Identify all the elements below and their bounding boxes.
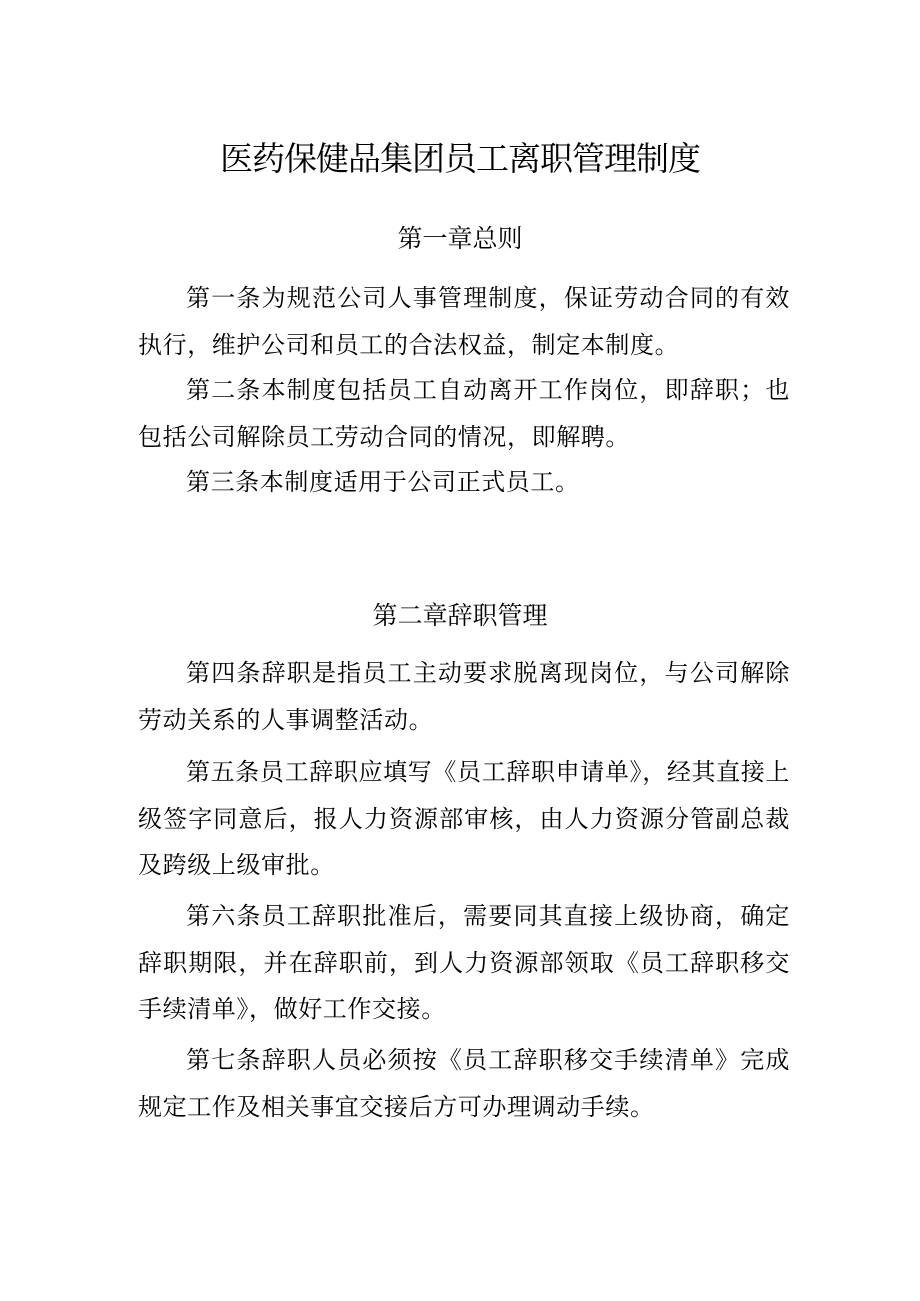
article-4: 第四条辞职是指员工主动要求脱离现岗位，与公司解除劳动关系的人事调整活动。	[138, 659, 790, 734]
article-7: 第七条辞职人员必须按《员工辞职移交手续清单》完成规定工作及相关事宜交接后方可办理调动手续。	[138, 1046, 790, 1121]
chapter-2-heading: 第二章辞职管理	[372, 601, 548, 630]
article-2: 第二条本制度包括员工自动离开工作岗位，即辞职；也包括公司解除员工劳动合同的情况，即解聘。	[138, 376, 790, 451]
chapter-1-heading: 第一章总则	[397, 224, 523, 253]
article-3: 第三条本制度适用于公司正式员工。	[186, 468, 580, 496]
document-title: 医药保健品集团员工离职管理制度	[220, 139, 700, 178]
article-6: 第六条员工辞职批准后，需要同其直接上级协商，确定辞职期限，并在辞职前，到人力资源部领取《员工辞职移交手续清单》，做好工作交接。	[138, 902, 790, 1023]
article-5: 第五条员工辞职应填写《员工辞职申请单》，经其直接上级签字同意后，报人力资源部审核，由人力资源分管副总裁及跨级上级审批。	[138, 758, 790, 879]
article-1: 第一条为规范公司人事管理制度，保证劳动合同的有效执行，维护公司和员工的合法权益，制定本制度。	[138, 284, 790, 359]
